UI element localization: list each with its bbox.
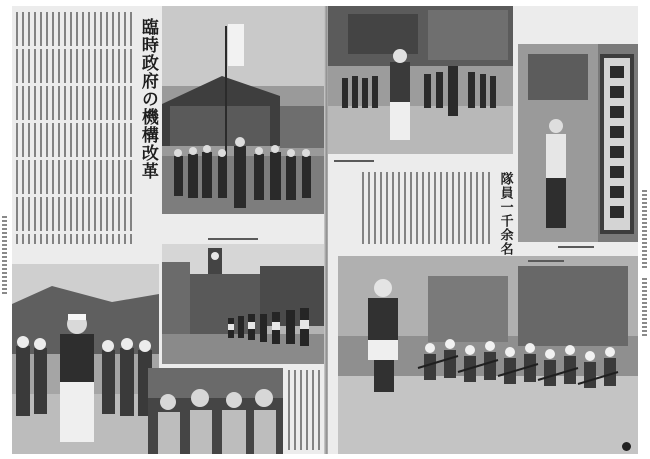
left-margin-mark: [2, 216, 7, 296]
left-page: [12, 6, 325, 454]
photo-caption: [528, 260, 564, 262]
article-text-middle: [362, 172, 494, 244]
photo-caption: [208, 238, 258, 240]
photo-crowd-closeup: [148, 368, 283, 454]
photo-officials-with-banner: [162, 6, 325, 214]
photo-officer-with-soldiers: [12, 264, 159, 454]
photo-caption: [334, 160, 374, 162]
right-margin-mark: [642, 278, 647, 338]
photo-caption: [558, 246, 594, 248]
page-folio-mark: [622, 442, 631, 451]
article-text-middle: [16, 250, 158, 262]
article-text-bottom: [288, 370, 322, 450]
photo-street-procession: [162, 244, 325, 364]
photo-soldiers-with-rifles: [338, 256, 638, 454]
photo-soldiers-saluting: [328, 6, 513, 154]
right-page: [328, 6, 638, 454]
article-text-top: [16, 12, 136, 244]
headline: 臨時政府の機構改革: [137, 18, 158, 180]
headline: 隊員一千余名: [497, 172, 513, 256]
photo-guard-by-signboard: [518, 44, 638, 242]
right-margin-mark: [642, 190, 647, 270]
